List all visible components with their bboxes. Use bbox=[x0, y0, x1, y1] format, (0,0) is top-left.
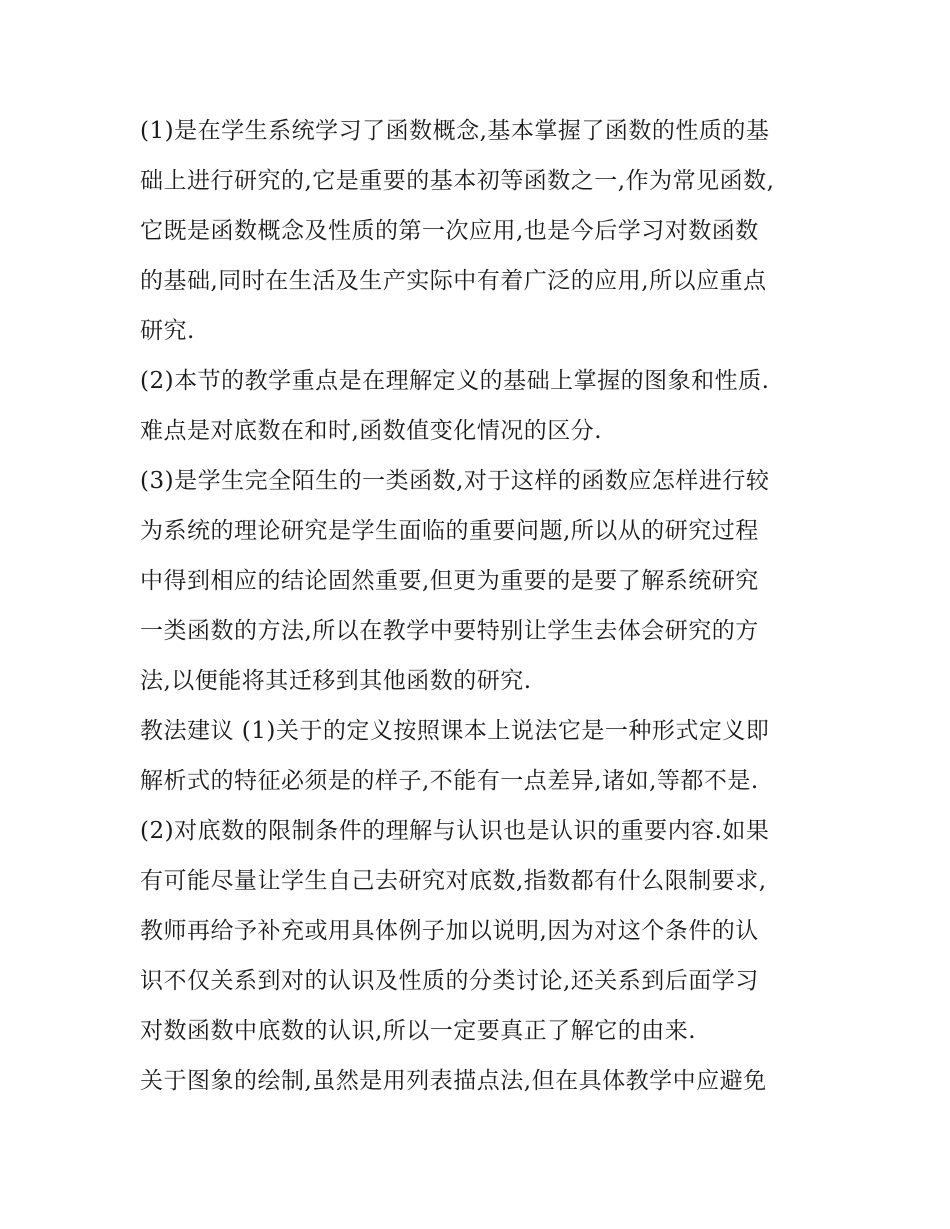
text-line: 中得到相应的结论固然重要,但更为重要的是要了解系统研究 bbox=[140, 568, 759, 594]
text-line: (1)是在学生系统学习了函数概念,基本掌握了函数的性质的基 bbox=[140, 118, 770, 144]
text-line: 关于图象的绘制,虽然是用列表描点法,但在具体教学中应避免 bbox=[140, 1068, 767, 1094]
body-text bbox=[140, 106, 810, 1106]
text-line: (3)是学生完全陌生的一类函数,对于这样的函数应怎样进行较 bbox=[140, 468, 770, 494]
text-line: 教法建议 (1)关于的定义按照课本上说法它是一种形式定义即 bbox=[140, 718, 770, 744]
text-line: 础上进行研究的,它是重要的基本初等函数之一,作为常见函数, bbox=[140, 168, 775, 194]
text-line: 难点是对底数在和时,函数值变化情况的区分. bbox=[140, 418, 603, 444]
text-line: 一类函数的方法,所以在教学中要特别让学生去体会研究的方 bbox=[140, 618, 759, 644]
text-line: 为系统的理论研究是学生面临的重要问题,所以从的研究过程 bbox=[140, 518, 759, 544]
text-line: 的基础,同时在生活及生产实际中有着广泛的应用,所以应重点 bbox=[140, 268, 767, 294]
text-line: 法,以便能将其迁移到其他函数的研究. bbox=[140, 668, 532, 694]
text-line: (2)对底数的限制条件的理解与认识也是认识的重要内容.如果 bbox=[140, 818, 770, 844]
text-line: 解析式的特征必须是的样子,不能有一点差异,诸如,等都不是. bbox=[140, 768, 759, 794]
text-line: 研究. bbox=[140, 318, 195, 344]
text-line: 教师再给予补充或用具体例子加以说明,因为对这个条件的认 bbox=[140, 918, 759, 944]
text-line: 有可能尽量让学生自己去研究对底数,指数都有什么限制要求, bbox=[140, 868, 767, 894]
text-line: (2)本节的教学重点是在理解定义的基础上掌握的图象和性质. bbox=[140, 368, 770, 394]
text-line: 对数函数中底数的认识,所以一定要真正了解它的由来. bbox=[140, 1018, 697, 1044]
text-line: 识不仅关系到对的认识及性质的分类讨论,还关系到后面学习 bbox=[140, 968, 759, 994]
text-line: 它既是函数概念及性质的第一次应用,也是今后学习对数函数 bbox=[140, 218, 759, 244]
